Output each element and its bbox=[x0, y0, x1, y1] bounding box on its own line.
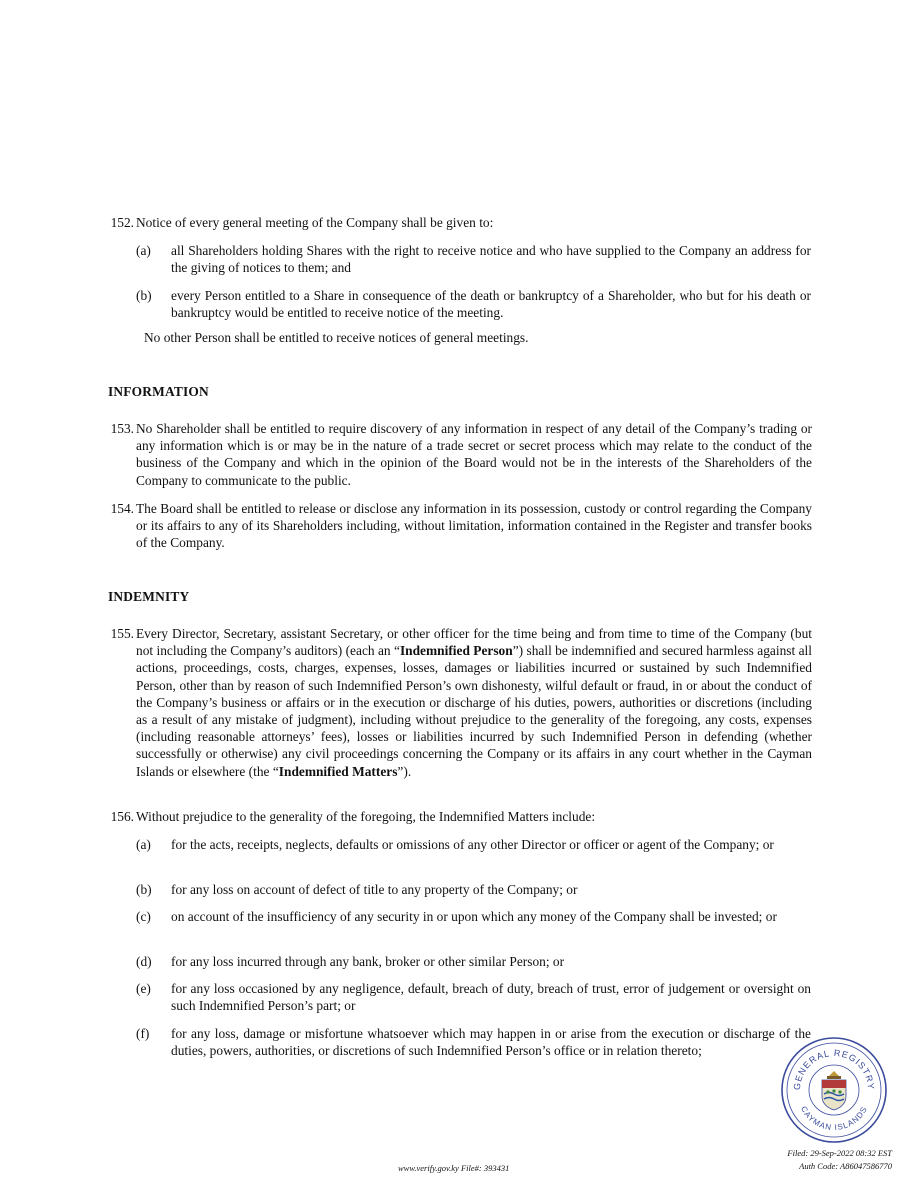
clause-153-number: 153. bbox=[110, 421, 134, 436]
clause-152-closing: No other Person shall be entitled to receive notices of general meetings. bbox=[144, 330, 529, 345]
clause-154-text: The Board shall be entitled to release or disclose any information in its possession, custody or control regarding the Company or its affairs to any of its Shareholders including, without limitation, information contained in the Register and transfer books of the Company. bbox=[136, 501, 812, 551]
clause-155-text-part3: ”). bbox=[397, 763, 412, 779]
clause-152-a-text: all Shareholders holding Shares with the right to receive notice and who have supplied to the Company an address for the giving of notices to them; and bbox=[171, 243, 811, 276]
clause-156-c-text: on account of the insufficiency of any security in or upon which any money of the Company shall be invested; or bbox=[171, 909, 777, 924]
clause-154-number: 154. bbox=[110, 501, 134, 516]
clause-156-a-label: (a) bbox=[136, 837, 151, 852]
clause-155-number: 155. bbox=[110, 626, 134, 641]
heading-indemnity: INDEMNITY bbox=[108, 589, 190, 604]
auth-code: Auth Code: A86047586770 bbox=[799, 1161, 892, 1171]
seal-top-text: GENERAL REGISTRY bbox=[791, 1047, 877, 1091]
filed-date: Filed: 29-Sep-2022 08:32 EST bbox=[787, 1148, 892, 1158]
clause-155-text-part2: ”) shall be indemnified and secured harmless against all actions, proceedings, costs, charges, expenses, losses, damages or liabilities incurred or sustained by such Indemnified Person, other than by reason of such Indemnified Person’s own dishonesty, wilful default or fraud, in or about the conduct of the Company’s business or affairs or in the execution or discharge of his duties, powers, authorities or discretions (including as a result of any mistake of judgment), including without prejudice to the generality of the foregoing, any costs, expenses (including reasonable attorneys’ fees), losses or liabilities incurred by such Indemnified Person in defending (whether successfully or otherwise) any civil proceedings concerning the Company or its affairs in any court whether in the Cayman Islands or elsewhere (the “ bbox=[136, 643, 812, 779]
clause-156-d-text: for any loss incurred through any bank, broker or other similar Person; or bbox=[171, 954, 565, 969]
clause-156-a-text: for the acts, receipts, neglects, defaults or omissions of any other Director or officer or agent of the Company; or bbox=[171, 837, 774, 852]
seal-bottom-text: CAYMAN ISLANDS bbox=[798, 1104, 870, 1133]
clause-156-f-label: (f) bbox=[136, 1026, 150, 1041]
clause-156-b-text: for any loss on account of defect of title to any property of the Company; or bbox=[171, 882, 578, 897]
clause-155-text-part1: Every Director, Secretary, assistant Secretary, or other officer for the time being and from time to time of the Company (but not including the Company’s auditors) (each an “ bbox=[136, 626, 812, 659]
clause-156-number: 156. bbox=[110, 809, 134, 824]
clause-155-text bbox=[136, 625, 812, 780]
defined-term-indemnified-person: Indemnified Person bbox=[399, 643, 513, 659]
clause-152-number: 152. bbox=[110, 215, 134, 230]
clause-156-d-label: (d) bbox=[136, 954, 152, 969]
clause-156-e-text: for any loss occasioned by any negligence, default, breach of duty, breach of trust, error of judgement or oversight on such Indemnified Person’s part; or bbox=[171, 981, 811, 1014]
clause-156-e-label: (e) bbox=[136, 981, 151, 996]
heading-information: INFORMATION bbox=[108, 384, 209, 399]
clause-152-b-label: (b) bbox=[136, 288, 152, 303]
clause-156-b-label: (b) bbox=[136, 882, 152, 897]
clause-156-c-label: (c) bbox=[136, 909, 151, 924]
cayman-coat-of-arms-icon bbox=[822, 1071, 846, 1110]
clause-156-text: Without prejudice to the generality of the foregoing, the Indemnified Matters include: bbox=[136, 809, 596, 824]
clause-152-a-label: (a) bbox=[136, 243, 151, 258]
filing-stamp bbox=[787, 1147, 892, 1173]
clause-152-text: Notice of every general meeting of the Company shall be given to: bbox=[136, 215, 494, 230]
registry-seal bbox=[780, 1036, 888, 1144]
footer-verify-link: www.verify.gov.ky File#: 393431 bbox=[398, 1163, 510, 1173]
clause-152-b-text: every Person entitled to a Share in consequence of the death or bankruptcy of a Shareholder, who but for his death or bankruptcy would be entitled to receive notice of the meeting. bbox=[171, 288, 811, 321]
clause-156-f-text: for any loss, damage or misfortune whatsoever which may happen in or arise from the execution or discharge of the duties, powers, authorities, or discretions of such Indemnified Person’s office or in relation thereto; bbox=[171, 1026, 811, 1059]
clause-153-text: No Shareholder shall be entitled to require discovery of any information in respect of any detail of the Company’s trading or any information which is or may be in the nature of a trade secret or secret process which may relate to the conduct of the business of the Company and which in the opinion of the Board would not be in the interests of the Shareholders of the Company to communicate to the public. bbox=[136, 421, 812, 488]
defined-term-indemnified-matters: Indemnified Matters bbox=[278, 763, 398, 779]
